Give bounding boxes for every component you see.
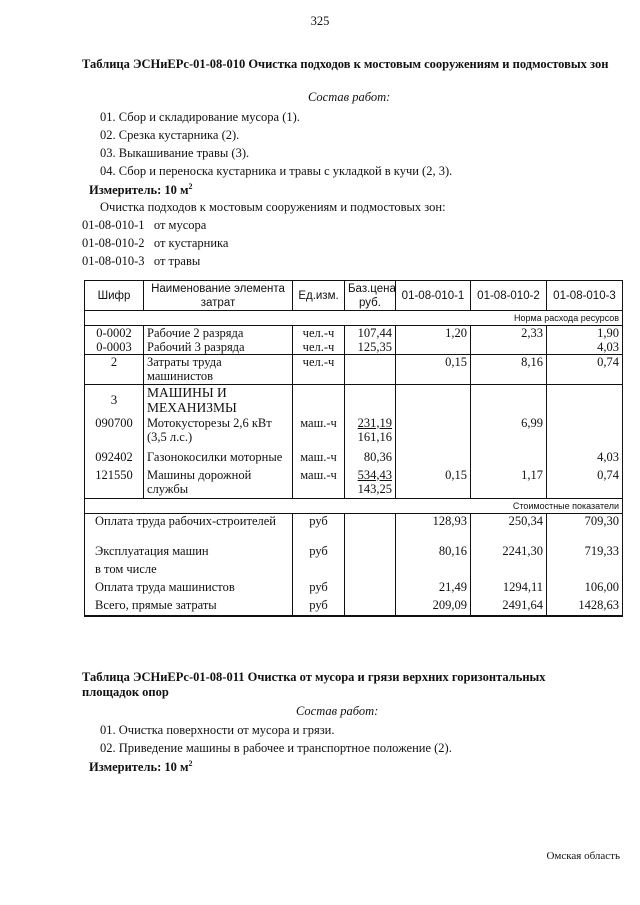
table-row-value: 0,74 — [547, 468, 623, 499]
table-row-price: 534,43 143,25 — [345, 468, 396, 499]
header-col2: 01-08-010-2 — [471, 281, 547, 311]
table-row-value — [396, 340, 471, 355]
table-row-code: 0-0003 — [85, 340, 144, 355]
table-row-value: 8,16 — [471, 355, 547, 385]
table-description: Очистка подходов к мостовым сооружениям и подмостовых зон: — [100, 200, 446, 214]
work-item: 04. Сбор и переноска кустарника и травы с укладкой в кучи (2, 3). — [100, 164, 453, 178]
table-row-unit: маш.-ч — [293, 450, 345, 468]
header-name: Наименование элемента затрат — [144, 281, 293, 311]
table-row-value: 1,90 — [547, 326, 623, 341]
table-row-name: Мотокусторезы 2,6 кВт (3,5 л.с.) — [144, 416, 293, 450]
table-row-value: 1,20 — [396, 326, 471, 341]
cost-row-unit: руб — [293, 598, 345, 616]
table-row-name: Машины дорожной службы — [144, 468, 293, 499]
work-item: 03. Выкашивание травы (3). — [100, 146, 250, 160]
work-item: 01. Сбор и складирование мусора (1). — [100, 110, 300, 124]
cost-row-name: Эксплуатация машин — [85, 544, 293, 562]
table-row-price: 80,36 — [345, 450, 396, 468]
table-row-price — [345, 355, 396, 385]
region-footer: Омская область — [546, 850, 620, 862]
table-row-name: Рабочие 2 разряда — [144, 326, 293, 341]
cost-row-unit: руб — [293, 514, 345, 544]
page-number: 325 — [310, 14, 330, 28]
resource-table — [84, 280, 623, 617]
cost-row-value: 2491,64 — [471, 598, 547, 616]
table-row-value: 1,17 — [471, 468, 547, 499]
work-item: 02. Приведение машины в рабочее и транспортное положение (2). — [100, 741, 452, 755]
table-row-value: 2,33 — [471, 326, 547, 341]
table-row-price: 107,44 — [345, 326, 396, 341]
cost-row-name: Оплата труда рабочих-строителей — [85, 514, 293, 544]
table-row-unit: чел.-ч — [293, 355, 345, 385]
cost-row-value: 1428,63 — [547, 598, 623, 616]
table-row-value: 0,74 — [547, 355, 623, 385]
header-col3: 01-08-010-3 — [547, 281, 623, 311]
table-row-name: Рабочий 3 разряда — [144, 340, 293, 355]
cost-row-value: 1294,11 — [471, 580, 547, 598]
cost-row-value: 2241,30 — [471, 544, 547, 562]
header-col1: 01-08-010-1 — [396, 281, 471, 311]
section-code: 3 — [85, 385, 144, 416]
table-title: Таблица ЭСНиЕРс-01-08-011 Очистка от мусора и грязи верхних горизонтальных площадок опор — [82, 670, 546, 699]
cost-row-unit: руб — [293, 544, 345, 562]
table-row-value — [396, 450, 471, 468]
table-row-unit: маш.-ч — [293, 416, 345, 450]
table-row-value: 0,15 — [396, 468, 471, 499]
cost-row-name: Всего, прямые затраты — [85, 598, 293, 616]
works-heading: Состав работ: — [308, 90, 391, 104]
header-code: Шифр — [85, 281, 144, 311]
table-row-code: 090700 — [85, 416, 144, 450]
table-row-price: 231,19 161,16 — [345, 416, 396, 450]
cost-row-value: 209,09 — [396, 598, 471, 616]
table-row-unit: чел.-ч — [293, 326, 345, 341]
cost-row-value: 128,93 — [396, 514, 471, 544]
table-row-value — [471, 340, 547, 355]
code-line: 01-08-010-3 от травы — [82, 254, 201, 268]
table-row-value: 4,03 — [547, 340, 623, 355]
table-row-code: 121550 — [85, 468, 144, 499]
table-row-price: 125,35 — [345, 340, 396, 355]
header-price: Баз.цена руб. — [345, 281, 396, 311]
table-row-code: 2 — [85, 355, 144, 385]
table-row-value: 4,03 — [547, 450, 623, 468]
section-title: МАШИНЫ И МЕХАНИЗМЫ — [144, 385, 293, 416]
work-item: 01. Очистка поверхности от мусора и грязи. — [100, 723, 335, 737]
cost-row-value: 250,34 — [471, 514, 547, 544]
header-unit: Ед.изм. — [293, 281, 345, 311]
meter-label: Измеритель: 10 $м^2$ — [89, 759, 193, 775]
cost-row-unit: руб — [293, 580, 345, 598]
meter-label: Измеритель: 10 $м^2$ — [89, 182, 193, 198]
table-row-code: 0-0002 — [85, 326, 144, 341]
cost-row-value: 21,49 — [396, 580, 471, 598]
cost-row-value: 80,16 — [396, 544, 471, 562]
table-row-unit: чел.-ч — [293, 340, 345, 355]
table-row-name: Затраты труда машинистов — [144, 355, 293, 385]
table-row-value: 6,99 — [471, 416, 547, 450]
table-row-name: Газонокосилки моторные — [144, 450, 293, 468]
cost-row-value: 106,00 — [547, 580, 623, 598]
work-item: 02. Срезка кустарника (2). — [100, 128, 240, 142]
table-row-value: 0,15 — [396, 355, 471, 385]
table-row-unit: маш.-ч — [293, 468, 345, 499]
table-title: Таблица ЭСНиЕРс-01-08-010 Очистка подходов к мостовым сооружениям и подмостовых зон — [82, 57, 609, 71]
table-row-code: 092402 — [85, 450, 144, 468]
norm-label: Норма расхода ресурсов — [85, 311, 623, 326]
code-line: 01-08-010-2 от кустарника — [82, 236, 229, 250]
cost-row-name: Оплата труда машинистов — [85, 580, 293, 598]
code-line: 01-08-010-1 от мусора — [82, 218, 207, 232]
works-heading: Состав работ: — [296, 704, 379, 718]
cost-label: Стоимостные показатели — [85, 499, 623, 514]
cost-row-value: 709,30 — [547, 514, 623, 544]
table-row-value — [396, 416, 471, 450]
table-row-value — [547, 416, 623, 450]
cost-row-name: в том числе — [85, 562, 293, 580]
table-row-value — [471, 450, 547, 468]
cost-row-value: 719,33 — [547, 544, 623, 562]
